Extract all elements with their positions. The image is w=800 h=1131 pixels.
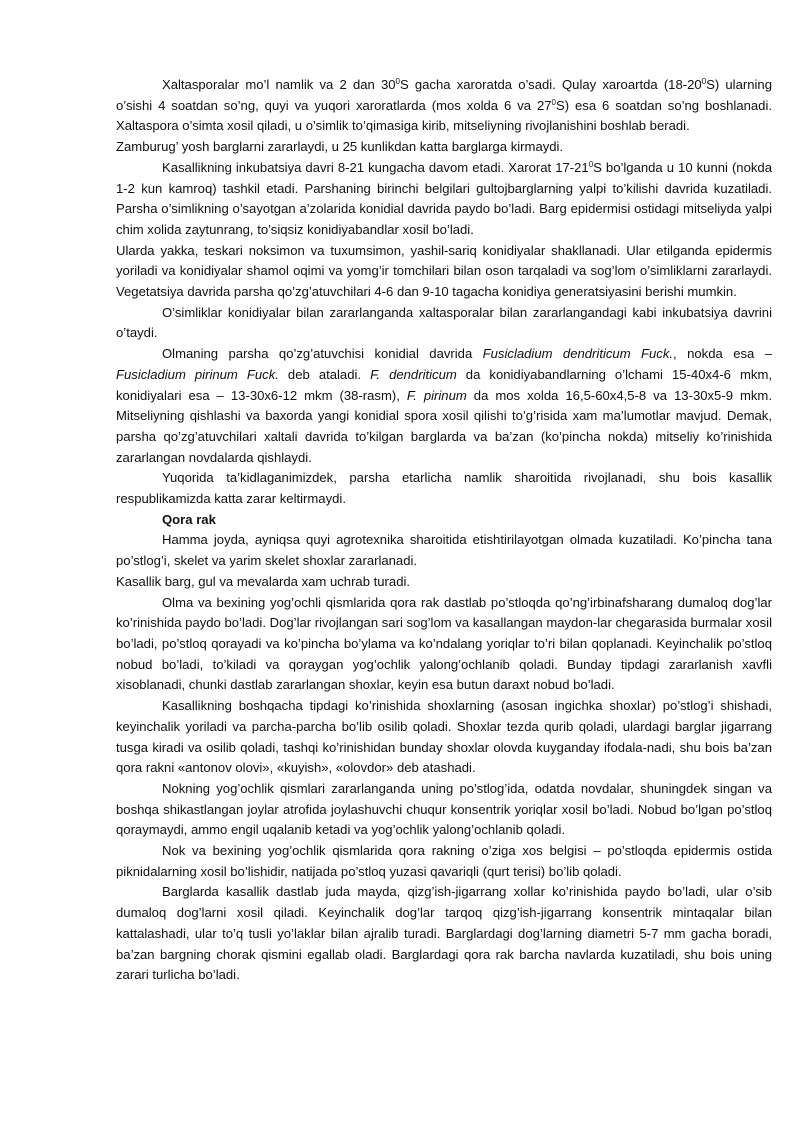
text-run: Olmaning parsha qo’zg’atuvchisi konidial davrida [162,346,483,362]
paragraph-6 [116,344,772,468]
text-run: S bo’lganda u 10 kunni (nokda 1-2 kun kamroq) tashkil etadi. Parshaning birinchi belgilari gultojbarglarning yalpi to’kilishi davrida kuzatiladi. Parsha o’simlikning o’sayotgan a’zolarida konidial davrida paydo bo’ladi. Barg epidermisi ostidagi mitseliyda yalpi chim xolida zaytunrang, to’siqsiz konidiyabandlar xosil bo’ladi. [116,159,772,237]
text-run: Xaltasporalar mo’l namlik va 2 dan 30 [162,77,396,92]
degree-superscript: 0 [588,159,594,169]
degree-superscript: 0 [395,77,400,86]
paragraph-13: Nok va bexining yog’ochlik qismlarida qora rakning o’ziga xos belgisi – po’stloqda epidermis ostida piknidalarning xosil bo’lishidir, natijada po’stloq yuzasi qavariqli (qurt terisi) bo’lib qoladi. [116,843,772,879]
paragraph-9: Kasallik barg, gul va mevalarda xam uchrab turadi. [116,573,411,589]
text-run: S gacha xaroratda o’sadi. Qulay xaroartda (18-20 [399,77,702,92]
degree-superscript: 0 [551,97,556,107]
paragraph-3 [116,158,772,241]
paragraph-11: Kasallikning boshqacha tipdagi ko’rinishida shoxlarning (asosan ingichka shoxlar) po’stlog’i shishadi, keyinchalik yoriladi va parcha-parcha bo’lib osilib qoladi. Shoxlar tezda qurib qoladi, ulardagi barglar jigarrang tusga kiradi va osilib qoladi, tashqi ko’rinishidan bunday shoxlar olovda kuyganday ifodala-nadi, shu bois ba’zan qora rakni «antonov olovi», «kuyish», «olovdor» deb atashadi. [116,698,772,776]
section-heading: Qora rak [162,511,216,527]
paragraph-8: Hamma joyda, ayniqsa quyi agrotexnika sharoitida etishtirilayotgan olmada kuzatiladi. Ko’pincha tana po’stlog’i, skelet va yarim skelet shoxlar zararlanadi. [116,532,772,569]
species-name: Fusicladium pirinum Fuck. [116,366,279,382]
species-name: F. dendriticum [370,366,457,382]
paragraph-10: Olma va bexining yog’ochli qismlarida qora rak dastlab po’stloqda qo’ng’irbinafsharang dumaloq dog’lar ko’rinishida paydo bo’ladi. Dog’lar rivojlangan sari sog’lom va kasallangan maydon-lar chegarasida burmalar xosil bo’ladi, po’stloq qorayadi va ko’pincha bo’ylama va ko’ndalang yoriqlar to’ri bilan qoplanadi. Keyinchalik po’stloq nobud bo’ladi, to’kiladi va qoraygan yog’ochlik yalong’ochlanib qoladi. Bunday tipdagi zararlanish xavfli xisoblanadi, chunki dastlab zararlangan shoxlar, keyin esa butun daraxt nobud bo’ladi. [116,594,772,693]
document-page [116,75,772,986]
paragraph-5: O’simliklar konidiyalar bilan zararlanganda xaltasporalar bilan zararlangandagi kabi inkubatsiya davrini o’taydi. [116,304,772,341]
text-run: S) ularning o’sishi 4 soatdan so’ng, quyi va yuqori xaroratlarda (mos xolda 6 va 27 [116,77,772,113]
paragraph-14: Barglarda kasallik dastlab juda mayda, qizg’ish-jigarrang xollar ko’rinishida paydo bo’ladi, ular o’sib dumaloq dog’larni xosil qiladi. Keyinchalik dog’lar tarqoq qizg’ish-jigarrang konsentrik mintaqalar bilan kattalashadi, ular to’q tusli yo’laklar bilan ajralib turadi. Barglardagi dog’larning diametri 5-7 mm gacha boradi, ba’zan bargning chorak qismini egallab oladi. Barglardagi qora rak barcha navlarda kuzatiladi, shu bois uning zarari turlicha bo’ladi. [116,884,772,983]
degree-superscript: 0 [701,77,707,86]
text-run: deb ataladi. [278,366,371,382]
paragraph-12: Nokning yog’ochlik qismlari zararlanganda uning po’stlog’ida, odatda novdalar, shuningdek singan va boshqa shikastlangan joylar atrofida joylashuvchi chuqur konsentrik yoriqlar xosil bo’ladi. Nobud bo’lgan po’stloq qoraymaydi, ammo engil uqalanib ketadi va yog’ochlik yalong’ochlanib qoladi. [116,780,772,838]
paragraph-1 [116,75,772,137]
paragraph-4: Ularda yakka, teskari noksimon va tuxumsimon, yashil-sariq konidiyalar shakllanadi. Ular etilganda epidermis yoriladi va konidiyalar shamol oqimi va yomg’ir tomchilari bilan oson tarqaladi va sog’lom o’simliklarni zararlaydi. Vegetatsiya davrida parsha qo’zg’atuvchilari 4-6 dan 9-10 tagacha konidiya generatsiyasini berishi mumkin. [116,242,772,300]
text-run: , nokda esa – [673,346,773,362]
species-name: F. pirinum [406,387,467,403]
text-run: Kasallikning inkubatsiya davri 8-21 kungacha davom etadi. Xarorat 17-21 [162,159,589,175]
text-run: da mos xolda 16,5-60x4,5-8 va 13-30x5-9 mkm. Mitseliyning qishlashi va baxorda yangi konidial spora xosil qilishi to’g’risida xam ma’lumotlar mavjud. Demak, parsha qo’zg’atuvchilari xaltali davrida to’kilgan barglarda va ba’zan (ko’pincha nokda) mitseliy ko’rinishida zararlangan novdalarda qishlaydi. [116,387,772,465]
paragraph-2: Zamburug’ yosh barglarni zararlaydi, u 25 kunlikdan katta barglarga kirmaydi. [116,139,564,155]
paragraph-7: Yuqorida ta’kidlaganimizdek, parsha etarlicha namlik sharoitida rivojlanadi, shu bois kasallik respublikamizda katta zarar keltirmaydi. [116,470,772,507]
text-run: S) esa 6 soatdan so’ng boshlanadi. Xaltaspora o’simta xosil qiladi, u o’simlik to’qimasiga kirib, mitseliyning rivojlanishini boshlab beradi. [116,97,772,134]
species-name: Fusicladium dendriticum Fuck. [482,346,674,362]
text-run: da konidiyabandlarning o’lchami 15-40x4-6 mkm, konidiyalari esa – 13-30x6-12 mkm (38-rasm), [116,366,772,403]
